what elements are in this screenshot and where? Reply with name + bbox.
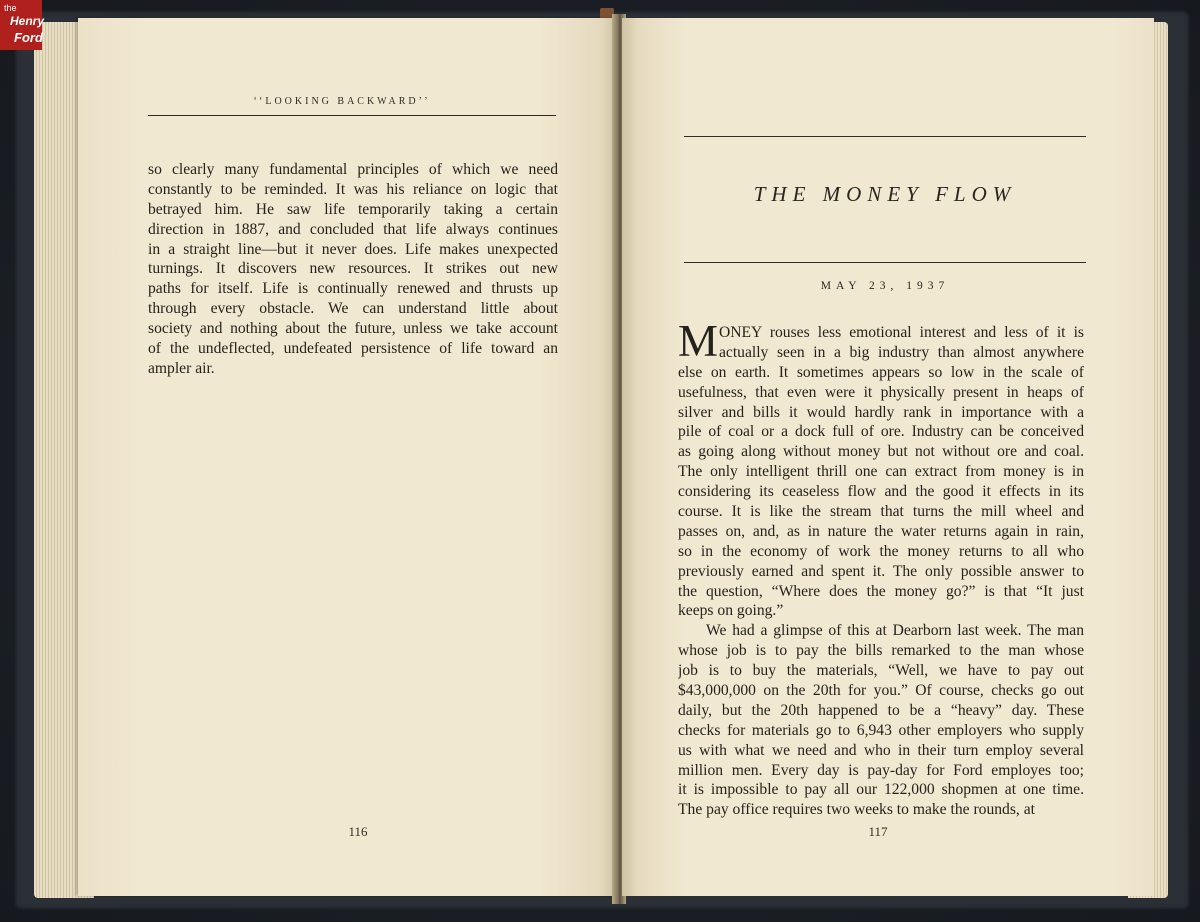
left-page [78,18,618,896]
paragraph-2 [678,621,1084,820]
text-line: usefulness, that even were it physically present in heaps of [678,383,1084,401]
chapter-title: THE MONEY FLOW [753,182,1017,206]
text-line: direction in 1887, and concluded that life always continues [148,220,558,238]
text-line: us with what we need and who in their turn employ several [678,741,1084,759]
text-line: pile of coal or a dock full of ore. Industry can be conceived [678,423,1084,441]
henry-ford-logo [0,0,45,50]
text-line: of the undeflected, undefeated persistence of life toward an [148,340,558,358]
chapter-rule-top [684,136,1086,137]
text-line: actually seen in a big industry than almost anywhere [719,343,1084,361]
text-line: else on earth. It sometimes appears so low in the scale of [678,363,1084,381]
page-number-right: 117 [868,824,888,839]
text-line: turnings. It discovers new resources. It strikes out new [148,260,558,278]
text-line: passes on, and, as in nature the water returns again in rain, [678,522,1084,540]
text-line: course. It is like the stream that turns the mill wheel and [678,503,1084,521]
text-line: The pay office requires two weeks to make the rounds, at [678,801,1035,819]
running-head: ‘‘LOOKING BACKWARD’’ [253,96,431,107]
text-line: silver and bills it would hardly rank in importance with a [678,403,1084,421]
text-line: We had a glimpse of this at Dearborn last week. The man [706,622,1084,640]
text-line: daily, but the 20th happened to be a “heavy” day. These [678,701,1084,719]
chapter-rule-bottom [684,262,1086,263]
logo-text-henry: Henry [10,14,45,28]
right-page [622,18,1154,896]
running-head-rule [148,115,556,116]
left-page-text [148,160,558,379]
text-line: so in the economy of work the money returns to all who [678,542,1084,560]
text-line: betrayed him. He saw life temporarily taking a certain [148,200,558,218]
logo-text-the: the [4,3,17,13]
text-line: the question, “Where does the money go?” is that “It just [678,582,1084,600]
text-line: previously earned and spent it. The only possible answer to [678,562,1084,580]
text-line: through every obstacle. We can understand little about [148,300,558,318]
paragraph-1 [678,316,1084,621]
text-line: paths for itself. Life is continually renewed and thrusts up [148,280,558,298]
text-line: considering its ceaseless flow and the good it effects in its [678,483,1084,501]
text-line: society and nothing about the future, unless we take account [148,320,558,338]
text-line: as going along without money but not without ore and coal. [678,443,1084,461]
text-line: million men. Every day is pay-day for Ford employes too; [678,761,1084,779]
text-line: it is impossible to pay all our 122,000 shopmen at one time. [678,781,1084,799]
text-line: checks for materials go to 6,943 other employers who supply [678,721,1084,739]
text-line: in a straight line—but it never does. Life makes unexpected [148,240,558,258]
chapter-date: MAY 23, 1937 [820,280,950,292]
logo-text-ford: Ford [14,30,43,45]
text-line: The only intelligent thrill one can extract from money is in [678,463,1084,481]
text-line: ONEY rouses less emotional interest and less of it is [719,324,1084,341]
right-page-text [678,316,1084,820]
text-line: constantly to be reminded. It was his reliance on logic that [148,180,558,198]
page-number-left: 116 [348,824,368,839]
text-line: so clearly many fundamental principles of which we need [148,161,558,178]
text-line: ampler air. [148,359,215,377]
drop-cap: M [678,316,719,366]
text-line: keeps on going.” [678,602,784,620]
text-line: $43,000,000 on the 20th for you.” Of course, checks go out [678,682,1084,700]
text-line: whose job is to pay the bills remarked to the man whose [678,642,1084,660]
text-line: job is to buy the materials, “Well, we have to pay out [678,662,1084,680]
